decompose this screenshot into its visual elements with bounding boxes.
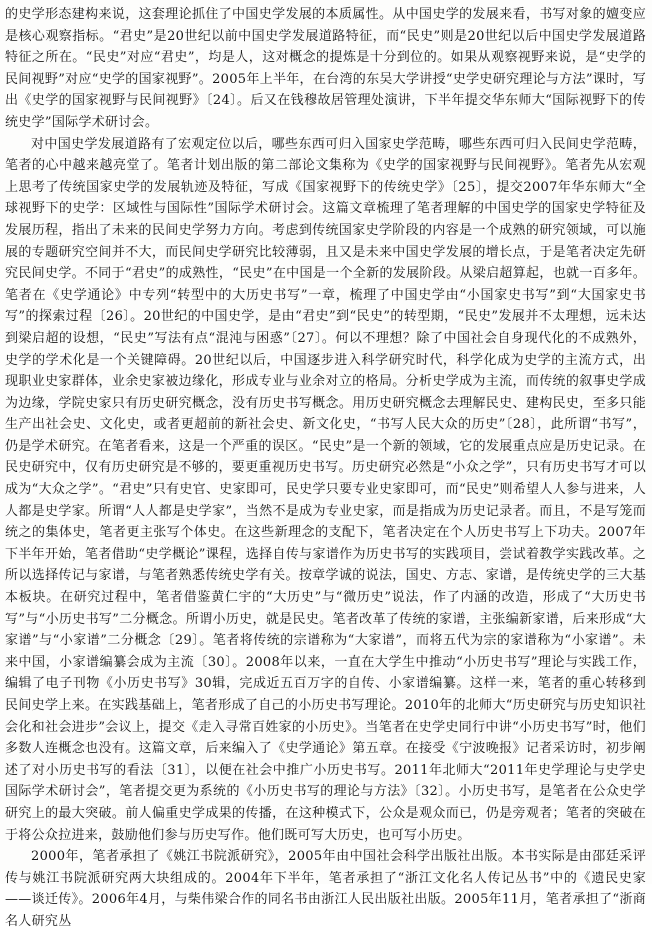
paragraph-2: 对中国史学发展道路有了宏观定位以后，哪些东西可归入国家史学范畴，哪些东西可归入民间史学范畴，笔者的心中越来越亮堂了。笔者计划出版的第二部论文集称为《史学的国家视野与民间视野》。笔者先从宏观上思考了传统国家史学的发展轨迹及特征，写成《国家视野下的传统史学》〔25〕，提交2007年华东师大“全球视野下的史学：区域性与国际性”国际学术研讨会。这篇文章梳理了笔者理解的中国史学的国家史学特征及发展历程，指出了未来的民间史学努力方向。考虑到传统国家史学阶段的内容是一个成熟的研究领域，可以施展的专题研究空间并不大，而民间史学研究比较薄弱，且又是未来中国史学发展的增长点，于是笔者决定先研究民间史学。不同于“君史”的成熟性，“民史”在中国是一个全新的发展阶段。从梁启超算起，也就一百多年。笔者在《史学通论》中专列“转型中的大历史书写”一章，梳理了中国史学由“小国家史书写”到“大国家史书写”的探索过程〔26〕。20世纪的中国史学，是由“君史”到“民史”的转型期，“民史”发展并不太理想，远未达到梁启超的设想，“民史”写法有点“混沌与困惑”〔27〕。何以不理想？除了中国社会自身现代化的不成熟外，史学的学术化是一个关键障碍。20世纪以后，中国逐步进入科学研究时代，科学化成为史学的主流方式，出现职业史家群体，业余史家被边缘化，形成专业与业余对立的格局。分析史学成为主流，而传统的叙事史学成为边缘，学院史家只有历史研究概念，没有历史书写概念。用历史研究概念去理解民史、建构民史，至多只能生产出社会史、文化史，或者更超前的新社会史、新文化史，“书写人民大众的历史”〔28〕，此所谓“书写”，仍是学术研究。在笔者看来，这是一个严重的误区。“民史”是一个新的领域，它的发展重点应是历史记录。在民史研究中，仅有历史研究是不够的，要更重视历史书写。历史研究必然是“小众之学”，只有历史书写才可以成为“大众之学”。“君史”只有史官、史家即可，民史学只要专业史家即可，而“民史”则希望人人参与进来，人人都是史学家。所谓“人人都是史学家”，当然不是成为专业史家，而是指成为历史记录者。而且，不是写笼而统之的集体史，笔者更主张写个体史。在这些新理念的支配下，笔者决定在个人历史书写上下功夫。2007年下半年开始，笔者借助“史学概论”课程，选择自传与家谱作为历史书写的实践项目，尝试着教学实践改革。之所以选择传记与家谱，与笔者熟悉传统史学有关。按章学诚的说法，国史、方志、家谱，是传统史学的三大基本板块。在研究过程中，笔者借鉴黄仁宇的“大历史”与“微历史”说法，作了内涵的改造，形成了“大历史书写”与“小历史书写”二分概念。所谓小历史，就是民史。笔者改革了传统的家谱，主张编新家谱，后来形成“大家谱”与“小家谱”二分概念〔29〕。笔者将传统的宗谱称为“大家谱”，而将五代为宗的家谱称为“小家谱”。未来中国，小家谱编纂会成为主流〔30〕。2008年以来，一直在大学生中推动“小历史书写”理论与实践工作，编辑了电子刊物《小历史书写》30辑，完成近五百万字的自传、小家谱编纂。这样一来，笔者的重心转移到民间史学上来。在实践基础上，笔者形成了自己的小历史书写理论。2010年的北师大“历史研究与历史知识社会化和社会进步”会议上，提交《走入寻常百姓家的小历史》。当笔者在史学史同行中讲“小历史书写”时，他们多数人连概念也没有。这篇文章，后来编入了《史学通论》第五章。在接受《宁波晚报》记者采访时，初步阐述了对小历史书写的看法〔31〕，以便在社会中推广小历史书写。2011年北师大“2011年史学理论与史学史国际学术研讨会”，笔者提交更为系统的《小历史书写的理论与方法》〔32〕。小历史书写，是笔者在公众史学研究上的最大突破。前人偏重史学成果的传播，在这种模式下，公众是观众而已，仍是旁观者；笔者的突破在于将公众拉进来，鼓励他们参与历史写作。他们既可写大历史，也可写小历史。 xyxy=(5,136,646,843)
paragraph-3: 2000年，笔者承担了《姚江书院派研究》，2005年由中国社会科学出版社出版。本书实际是由邵廷采评传与姚江书院派研究两大块组成的。2004年下半年，笔者承担了“浙江文化名人传记丛书”中的《遗民史家——谈迁传》。2006年4月，与柴伟梁合作的同名书由浙江人民出版社出版。2005年11月，笔者承担了“浙商名人研究丛 xyxy=(5,849,646,929)
paragraph-1: 的史学形态建构来说，这套理论抓住了中国史学发展的本质属性。从中国史学的发展来看，书写对象的嬗变应是核心观察指标。“君史”是20世纪以前中国史学发展道路特征，而“民史”则是20世纪以后中国史学发展道路特征之所在。“民史”对应“君史”，均是人，这对概念的提炼是十分到位的。如果从观察视野来说，是“史学的民间视野”对应“史学的国家视野”。2005年上半年，在台湾的东吴大学讲授“史学史研究理论与方法”课时，写出《史学的国家视野与民间视野》〔24〕。后又在钱穆故居管理处演讲，下半年提交华东师大“国际视野下的传统史学”国际学术研讨会。 xyxy=(5,7,646,130)
